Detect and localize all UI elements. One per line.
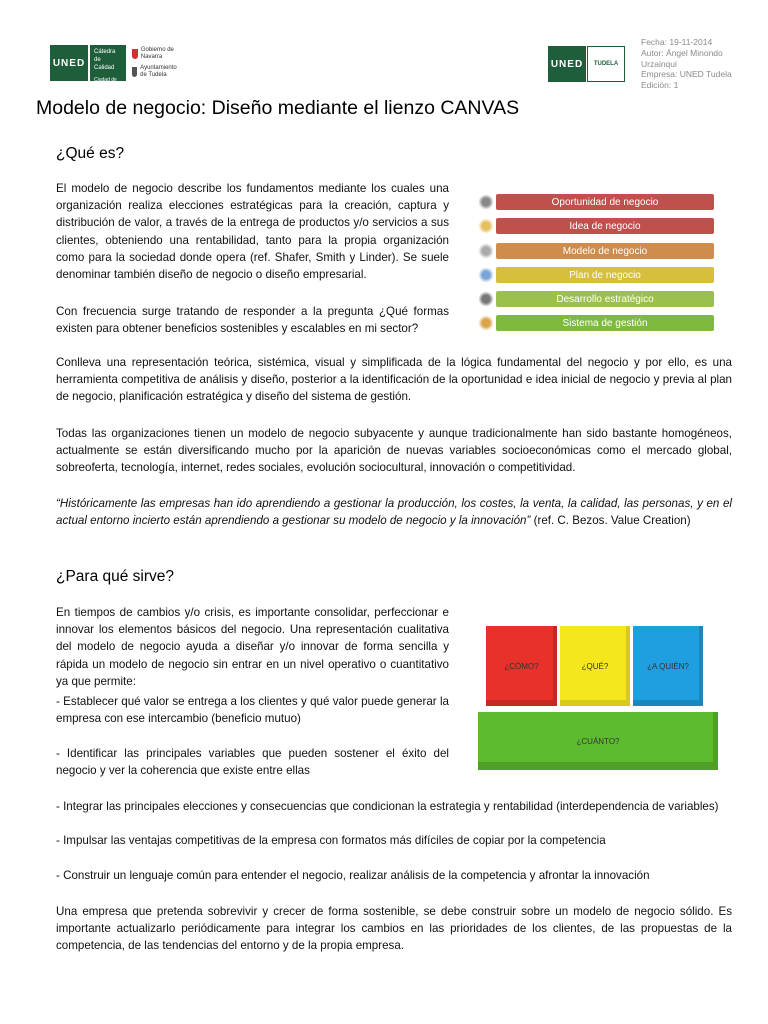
- tudela-logo: [587, 46, 625, 82]
- canvas-label-cuanto: ¿CUÁNTO?: [576, 736, 620, 746]
- bullet-elecciones: - Integrar las principales elecciones y consecuencias que condicionan la estrategia y rentabilidad (interdependencia de variables): [56, 800, 719, 813]
- quote-reference: (ref. C. Bezos. Value Creation): [530, 514, 691, 528]
- bullet-ventajas: - Impulsar las ventajas competitivas de la empresa con formatos más difíciles de copiar por la competencia: [56, 834, 606, 847]
- bullet-valor: - Establecer qué valor se entrega a los clientes y qué valor puede generar la empresa con ese intercambio (beneficio mutuo): [56, 695, 449, 726]
- canvas-block-que: [560, 626, 630, 706]
- process-step-label: Sistema de gestión: [562, 317, 648, 329]
- gobierno-navarra-logo: [132, 47, 182, 61]
- canvas-label-como: ¿CÓMO?: [504, 661, 539, 671]
- paragraph-conclusion: Una empresa que pretenda sobrevivir y crecer de forma sostenible, se debe construir sobre un modelo de negocio sólido. Es importante actualizarlo periódicamente para integrar los cambios en las prioridades de los clientes, de las propuestas de la competencia, de las tendencias del entorno y de la propia empresa.: [56, 905, 732, 953]
- catedra-logo-text: Cátedra de Calidad: [94, 49, 116, 71]
- paragraph-organizations: Todas las organizaciones tienen un modelo de negocio subyacente y aunque tradicionalmente han sido bastante homogéneos, actualmente se están diversificando mucho por la aparición de nuevas variables socioeconómicas como el mercado global, sobreoferta, tecnología, internet, redes sociales, evolución sociocultural, innovación o competitividad.: [56, 427, 732, 475]
- quote: [56, 495, 732, 529]
- ayuntamiento-tudela-text: Ayuntamiento de Tudela: [140, 65, 177, 78]
- canvas-block-quien: [633, 626, 703, 706]
- process-step-label: Plan de negocio: [569, 269, 641, 281]
- process-step-oportunidad: [496, 194, 714, 210]
- lightbulb-icon: [476, 218, 496, 234]
- meta-autor: Autor: Ángel Minondo: [641, 47, 723, 58]
- process-step-plan: [496, 267, 714, 283]
- ayuntamiento-tudela-logo: [132, 65, 182, 79]
- quote-text: “Históricamente las empresas han ido aprendiendo a gestionar la producción, los costes, la venta, la calidad, las personas, y en el actual entorno incierto están aprendiendo a gestionar su modelo de negocio y la innovación”: [56, 497, 732, 528]
- people-icon: [476, 291, 496, 307]
- canvas-label-quien: ¿A QUIÉN?: [647, 661, 689, 671]
- process-step-modelo: [496, 243, 714, 259]
- shield-icon: [132, 49, 138, 59]
- uned-logo-left-text: UNED: [52, 57, 86, 69]
- uned-logo-left: [50, 45, 88, 81]
- paragraph-definition: El modelo de negocio describe los fundamentos mediante los cuales una organización realiza elecciones estratégicas para la creación, captura y distribución de valor, a través de la entrega de productos y/o servicios a sus clientes, obteniendo una rentabilidad, tanto para la propia organización como para la sociedad donde opera (ref. Shafer, Smith y Linder). Se suele denominar también diseño de negocio o diseño empresarial.: [56, 182, 449, 282]
- process-step-label: Oportunidad de negocio: [551, 196, 659, 208]
- shield-icon: [132, 67, 137, 77]
- process-step-sistema: [496, 315, 714, 331]
- uned-logo-right-text: UNED: [550, 58, 584, 70]
- document-meta: [641, 37, 761, 91]
- paragraph-representation: Conlleva una representación teórica, sistémica, visual y simplificada de la lógica fundamental del negocio y por ello, es una herramienta competitiva de análisis y diseño, posterior a la identificación de la oportunidad e idea inicial de negocio y previa al plan de negocio, planificación estratégica y diseño del sistema de gestión.: [56, 356, 732, 404]
- uned-logo-right: [548, 46, 586, 82]
- document-icon: [476, 243, 496, 259]
- section-heading-que-es: ¿Qué es?: [56, 145, 125, 162]
- handshake-icon: [476, 194, 496, 210]
- bullet-lenguaje: - Construir un lenguaje común para entender el negocio, realizar análisis de la competencia y afrontar la innovación: [56, 869, 650, 882]
- government-logos: [132, 47, 182, 79]
- process-step-label: Modelo de negocio: [562, 245, 648, 257]
- canvas-block-como: [486, 626, 557, 706]
- meta-fecha: Fecha: 19-11-2014: [641, 37, 713, 47]
- tudela-logo-text: TUDELA: [593, 61, 619, 67]
- catedra-logo-sub: Ciudad de Tudela: [94, 77, 117, 91]
- paragraph-intro: En tiempos de cambios y/o crisis, es importante consolidar, perfeccionar e innovar los elementos básicos del negocio. Una representación cualitativa del modelo de negocio ayuda a diseñar y/o innovar de forma sencilla y rápida un modelo de negocio sin entrar en un nivel operativo o cuantitativo ya que permite:: [56, 606, 449, 688]
- canvas-label-que: ¿QUÉ?: [581, 661, 609, 671]
- meta-edicion: Edición: 1: [641, 80, 679, 91]
- process-step-label: Idea de negocio: [569, 220, 641, 232]
- meta-empresa: Empresa: UNED Tudela: [641, 69, 732, 80]
- section-heading-para-que-sirve: ¿Para qué sirve?: [56, 568, 175, 585]
- page-title: Modelo de negocio: Diseño mediante el lienzo CANVAS: [36, 97, 520, 119]
- canvas-block-cuanto: [478, 712, 718, 770]
- paragraph-question: Con frecuencia surge tratando de responder a la pregunta ¿Qué formas existen para obtener beneficios sostenibles y escalables en mi sector?: [56, 305, 449, 336]
- process-step-idea: [496, 218, 714, 234]
- chart-icon: [476, 267, 496, 283]
- gobierno-navarra-text: Gobierno de Navarra: [140, 47, 174, 60]
- process-step-desarrollo: [496, 291, 714, 307]
- meta-autor-cont: Urzainqui: [641, 58, 677, 69]
- bullet-variables: - Identificar las principales variables que pueden sostener el éxito del negocio y ver la coherencia que existe entre ellas: [56, 747, 449, 778]
- gears-icon: [476, 315, 496, 331]
- process-step-label: Desarrollo estratégico: [556, 293, 654, 305]
- catedra-logo: [90, 45, 126, 91]
